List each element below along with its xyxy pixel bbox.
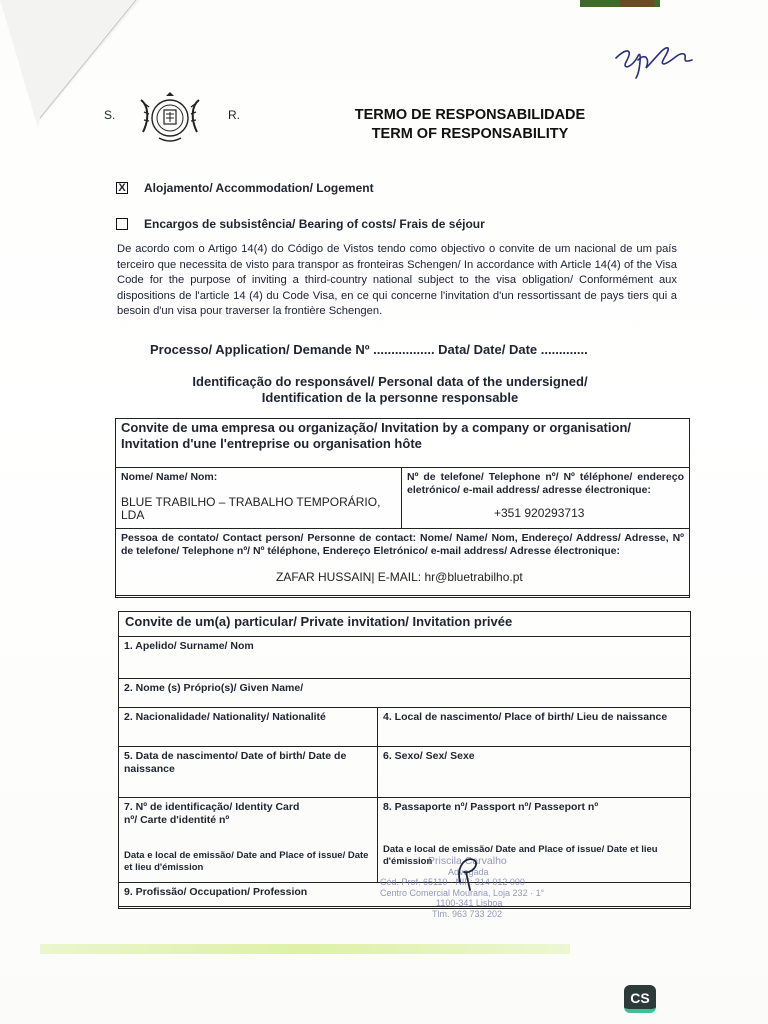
company-name-cell[interactable] xyxy=(115,467,402,529)
stamp-line-5: 1100-341 Lisboa xyxy=(436,898,503,908)
stamp-line-1: Priscila Carvalho xyxy=(428,855,507,867)
handwritten-initial-icon xyxy=(452,852,488,892)
identity-card-issue-label: Data e local de emissão/ Date and Place of issue/ Date et lieu d'émission xyxy=(124,850,369,873)
private-section-header: Convite de um(a) particular/ Private invitation/ Invitation privée xyxy=(118,611,691,637)
coat-of-arms-icon xyxy=(133,90,207,146)
company-name-label: Nome/ Name/ Nom: xyxy=(121,471,218,483)
profession-field[interactable]: 9. Profissão/ Occupation/ Profession xyxy=(118,882,691,907)
document-title xyxy=(290,106,650,144)
identification-line-2: Identification de la personne responsable xyxy=(261,390,519,405)
given-name-field[interactable]: 2. Nome (s) Próprio(s)/ Given Name/ xyxy=(118,678,691,708)
option-bearing-costs[interactable] xyxy=(116,217,485,231)
passport-issue-label: Data e local de emissão/ Date and Place of issue/ Date et lieu d'émission xyxy=(383,844,658,867)
bearing-costs-label: Encargos de subsistência/ Bearing of costs/ Frais de séjour xyxy=(144,217,485,231)
company-phone-value: +351 920293713 xyxy=(494,506,585,520)
company-phone-cell[interactable] xyxy=(401,467,690,529)
stamp-line-4: Centro Comercial Mouraria, Loja 232 · 1° xyxy=(380,887,545,898)
nationality-field[interactable]: 2. Nacionalidade/ Nationality/ Nationalité xyxy=(118,707,378,747)
identification-heading xyxy=(160,374,620,406)
stamp-line-6: Tlm. 963 733 202 xyxy=(432,908,503,919)
company-section-header: Convite de uma empresa ou organização/ Invitation by a company or organisation/ Invitation d'une l'entreprise ou organisation hôte xyxy=(121,420,631,451)
intro-paragraph: De acordo com o Artigo 14(4) do Código de Vistos tendo como objectivo o convite de um nacional de um país terceiro que necessita de visto para transpor as fronteiras Schengen/ In accordance with Article 14(4) of the Visa Code for the purpose of inviting a third-country national subject to the visa obligation/ Conformément aux dispositions de l'article 14 (4) du Code Visa, en ce qui concerne l'invitation d'un ressortissant de pays tiers qui a besoin d'un visa pour traverser la frontière Schengen. xyxy=(117,243,677,317)
sex-field[interactable]: 6. Sexo/ Sex/ Sexe xyxy=(377,746,691,798)
contact-person-cell[interactable] xyxy=(115,528,690,596)
stamp-line-3: Céd. Prof. 65110 · NIF: 314 012 000 xyxy=(380,877,525,887)
option-accommodation[interactable] xyxy=(116,181,374,195)
folded-corner-shadow xyxy=(0,0,140,140)
highlighter-mark xyxy=(40,944,570,954)
signature-icon xyxy=(612,38,702,82)
identification-line-1: Identificação do responsável/ Personal data of the undersigned/ xyxy=(192,374,588,389)
title-portuguese: TERMO DE RESPONSABILIDADE xyxy=(354,107,586,123)
header-left-mark: S. xyxy=(104,108,116,122)
identity-card-cell[interactable] xyxy=(118,797,378,883)
stamp-line-2: Advogada xyxy=(448,866,489,877)
passport-label: 8. Passaporte nº/ Passport nº/ Passeport nº xyxy=(383,801,599,813)
process-line: Processo/ Application/ Demande Nº ................. Data/ Date/ Date ............. xyxy=(150,342,588,357)
date-of-birth-field[interactable]: 5. Data de nascimento/ Date of birth/ Date de naissance xyxy=(118,746,378,798)
contact-person-label: Pessoa de contato/ Contact person/ Personne de contact: Nome/ Name/ Nom, Endereço/ Address/ Adresse, Nº de telefone/ Telephone nº/ Nº téléphone, Endereço Eletrónico/ e-mail address/ Adresse électronique: xyxy=(121,532,684,557)
bearing-costs-checkbox[interactable] xyxy=(116,218,128,230)
identity-card-label: 7. Nº de identificação/ Identity Card nº/ Carte d'identité nº xyxy=(124,801,300,826)
company-phone-label: Nº de telefone/ Telephone nº/ Nº téléphone/ endereço eletrónico/ e-mail address/ adresse électronique: xyxy=(407,471,684,496)
camscanner-badge: CS xyxy=(624,985,656,1013)
contact-person-value: ZAFAR HUSSAIN| E-MAIL: hr@bluetrabilho.pt xyxy=(276,570,523,584)
place-of-birth-field[interactable]: 4. Local de nascimento/ Place of birth/ Lieu de naissance xyxy=(377,707,691,747)
company-name-value: BLUE TRABILHO – TRABALHO TEMPORÁRIO, LDA xyxy=(121,495,381,522)
header-right-mark: R. xyxy=(228,108,240,122)
title-english: TERM OF RESPONSABILITY xyxy=(371,126,569,142)
top-edge-tab xyxy=(580,0,660,7)
accommodation-checkbox[interactable]: X xyxy=(116,182,128,194)
surname-field[interactable]: 1. Apelido/ Surname/ Nom xyxy=(118,636,691,679)
accommodation-label: Alojamento/ Accommodation/ Logement xyxy=(144,181,374,195)
